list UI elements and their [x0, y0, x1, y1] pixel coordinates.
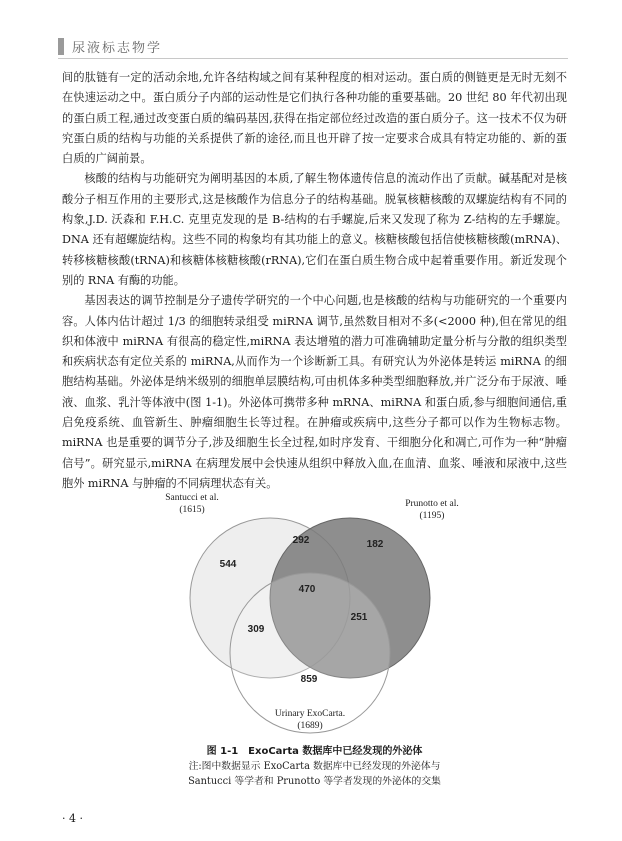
count-prunotto-only: 182 — [366, 539, 384, 550]
figure-caption — [62, 744, 567, 789]
page-number: · 4 · — [62, 812, 83, 825]
count-santucci-prunotto: 292 — [292, 535, 310, 546]
caption-note-line-2: Santucci 等学者和 Prunotto 等学者发现的外泌体的交集 — [188, 776, 441, 787]
venn-diagram — [150, 488, 480, 738]
count-exocarta-only: 859 — [300, 674, 318, 685]
label-prunotto-name: Prunotto et al. — [405, 499, 459, 509]
caption-note-line-1: 注:图中数据显示 ExoCarta 数据库中已经发现的外泌体与 — [188, 761, 441, 772]
running-header — [58, 34, 568, 59]
paragraph-2: 核酸的结构与功能研究为阐明基因的本质,了解生物体遗传信息的流动作出了贡献。碱基配对是核酸分子相互作用的主要形式,这是核酸作为信息分子的结构基础。脱氧核糖核酸的双螺旋结构有不同的构象,J.D. 沃森和 F.H.C. 克里克发现的是 B-结构的右手螺旋,后来又发现了称为 Z-结构的左手螺旋。DNA 还有超螺旋结构。这些不同的构象均有其功能上的意义。核糖核酸包括信使核糖核酸(mRNA)、转移核糖核酸(tRNA)和核糖体核糖核酸(rRNA),它们在蛋白质生物合成中起着重要作用。新近发现个别的 RNA 有酶的功能。 — [62, 172, 567, 287]
count-all-three: 470 — [298, 584, 316, 595]
header-accent-bar — [58, 38, 64, 55]
label-prunotto-total: (1195) — [419, 511, 445, 521]
label-exocarta-total: (1689) — [297, 721, 323, 731]
venn-diagram-figure — [150, 488, 480, 738]
label-santucci-total: (1615) — [179, 505, 205, 515]
count-santucci-only: 544 — [219, 559, 237, 570]
paragraph-3: 基因表达的调节控制是分子遗传学研究的一个中心问题,也是核酸的结构与功能研究的一个重要内容。人体内估计超过 1/3 的细胞转录组受 miRNA 调节,虽然数目相对不多(<2000 种),但在常见的组织和体液中 miRNA 有很高的稳定性,miRNA 表达增殖的潜力可准确辅助定量分析与分散的组织类型和疾病状态有定位关系的 miRNA,从而作为一个诊断新工具。有研究认为外泌体是转运 miRNA 的细胞结构基础。外泌体是纳米级别的细胞单层膜结构,可由机体多种类型细胞释放,并广泛分布于尿液、唾液、血浆、乳汁等体液中(图 1-1)。外泌体可携带多种 mRNA、miRNA 和蛋白质,参与细胞间通信,重启免疫系统、血管新生、肿瘤细胞生长等过程。在肿瘤或疾病中,这些分子都可以作为生物标志物。miRNA 也是重要的调节分子,涉及细胞生长全过程,如时序发育、干细胞分化和凋亡,可作为一种“肿瘤信号”。研究显示,miRNA 在病理发展中会快速从组织中释放入血,在血清、血浆、唾液和尿液中,这些胞外 miRNA 与肿瘤的不同病理状态有关。 — [62, 294, 567, 490]
count-santucci-exocarta: 309 — [247, 624, 265, 635]
paragraph-1: 间的肽链有一定的活动余地,允许各结构域之间有某种程度的相对运动。蛋白质的侧链更是无时无刻不在快速运动之中。蛋白质分子内部的运动性是它们执行各种功能的重要基础。20 世纪 80 年代初出现的蛋白质工程,通过改变蛋白质的编码基因,获得在指定部位经过改造的蛋白质分子。这一技术不仅为研究蛋白质的结构与功能的关系提供了新的途径,而且也开辟了按一定要求合成具有特定功能的、新的蛋白质的广阔前景。 — [62, 71, 567, 166]
label-santucci-name: Santucci et al. — [165, 493, 219, 503]
label-exocarta-name: Urinary ExoCarta. — [274, 709, 346, 719]
header-title: 尿液标志物学 — [72, 41, 163, 56]
caption-title: 图 1-1 ExoCarta 数据库中已经发现的外泌体 — [206, 746, 423, 757]
count-prunotto-exocarta: 251 — [350, 612, 368, 623]
body-text — [62, 68, 567, 494]
